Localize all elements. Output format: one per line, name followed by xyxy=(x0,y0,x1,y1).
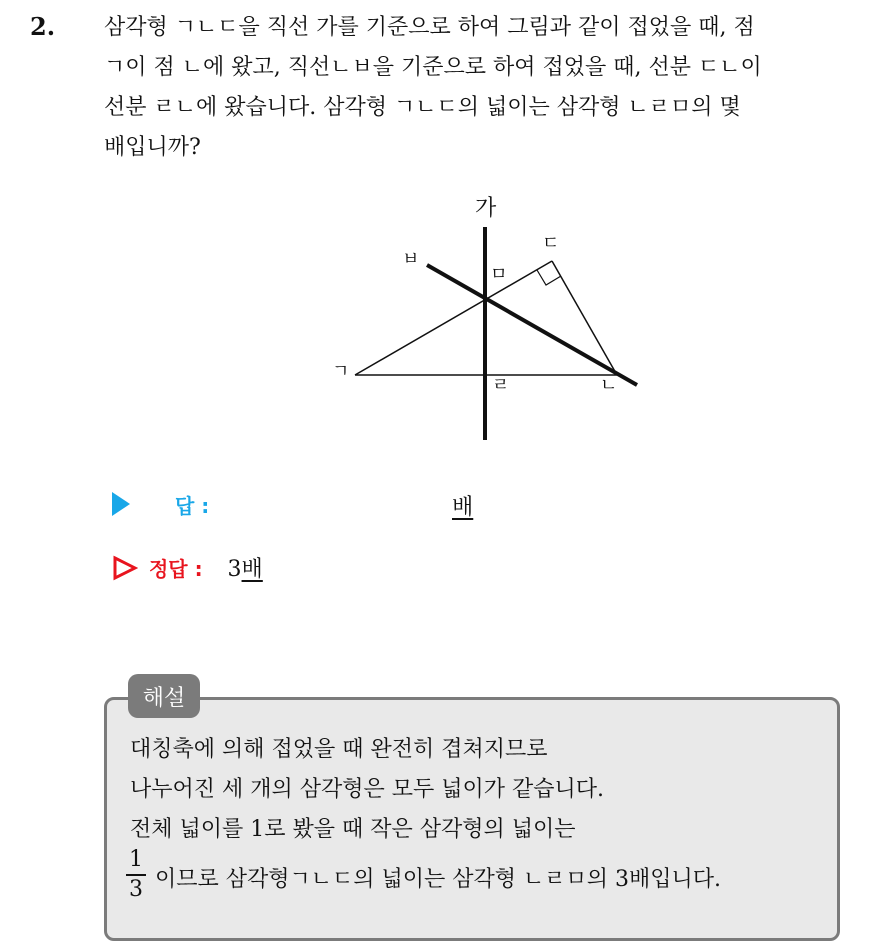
label-rieul: ㄹ xyxy=(492,375,510,396)
play-marker-icon xyxy=(112,492,130,516)
label-ga: 가 xyxy=(475,196,497,221)
right-angle-mark xyxy=(537,270,561,285)
fraction-one-third xyxy=(126,848,146,902)
question-line: ㄱ이 점 ㄴ에 왔고, 직선ㄴㅂ을 기준으로 하여 접었을 때, 선분 ㄷㄴ이 xyxy=(104,55,762,80)
label-mieum: ㅁ xyxy=(490,264,508,285)
explanation-line: 전체 넓이를 1로 봤을 때 작은 삼각형의 넓이는 xyxy=(130,817,576,842)
correct-row xyxy=(112,552,263,583)
label-nieun: ㄴ xyxy=(600,375,618,396)
triangle-side-c-b xyxy=(552,261,617,375)
question-line: 삼각형 ㄱㄴㄷ을 직선 가를 기준으로 하여 그림과 같이 접었을 때, 점 xyxy=(104,15,755,40)
question-line: 배입니까? xyxy=(104,135,201,160)
outline-play-marker-icon xyxy=(112,555,138,581)
question-text xyxy=(104,8,864,168)
label-digeut: ㄷ xyxy=(542,233,560,254)
fraction-bar xyxy=(126,874,146,876)
fraction-numerator: 1 xyxy=(129,847,143,872)
correct-label: 정답 : xyxy=(148,557,203,581)
label-giyeok: ㄱ xyxy=(332,361,350,382)
label-bieup: ㅂ xyxy=(402,249,420,270)
fold-line-bieup xyxy=(427,265,637,385)
explanation-line: 나누어진 세 개의 삼각형은 모두 넓이가 같습니다. xyxy=(130,777,604,802)
answer-row xyxy=(112,490,209,519)
question-line: 선분 ㄹㄴ에 왔습니다. 삼각형 ㄱㄴㄷ의 넓이는 삼각형 ㄴㄹㅁ의 몇 xyxy=(104,95,741,120)
answer-label: 답 : xyxy=(174,494,210,518)
explanation-line: 대칭축에 의해 접었을 때 완전히 겹쳐지므로 xyxy=(130,737,548,762)
answer-blank[interactable] xyxy=(452,490,473,521)
folding-triangle-figure xyxy=(320,185,650,450)
fraction-denominator: 3 xyxy=(129,877,143,902)
answer-unit: 배 xyxy=(452,495,474,520)
explanation-last-line: 이므로 삼각형ㄱㄴㄷ의 넓이는 삼각형 ㄴㄹㅁ의 3배입니다. xyxy=(155,867,722,892)
correct-unit: 배 xyxy=(241,557,263,582)
correct-value: 3 xyxy=(227,557,242,582)
question-number: 2. xyxy=(30,12,56,41)
explanation-tag: 해설 xyxy=(128,674,200,718)
